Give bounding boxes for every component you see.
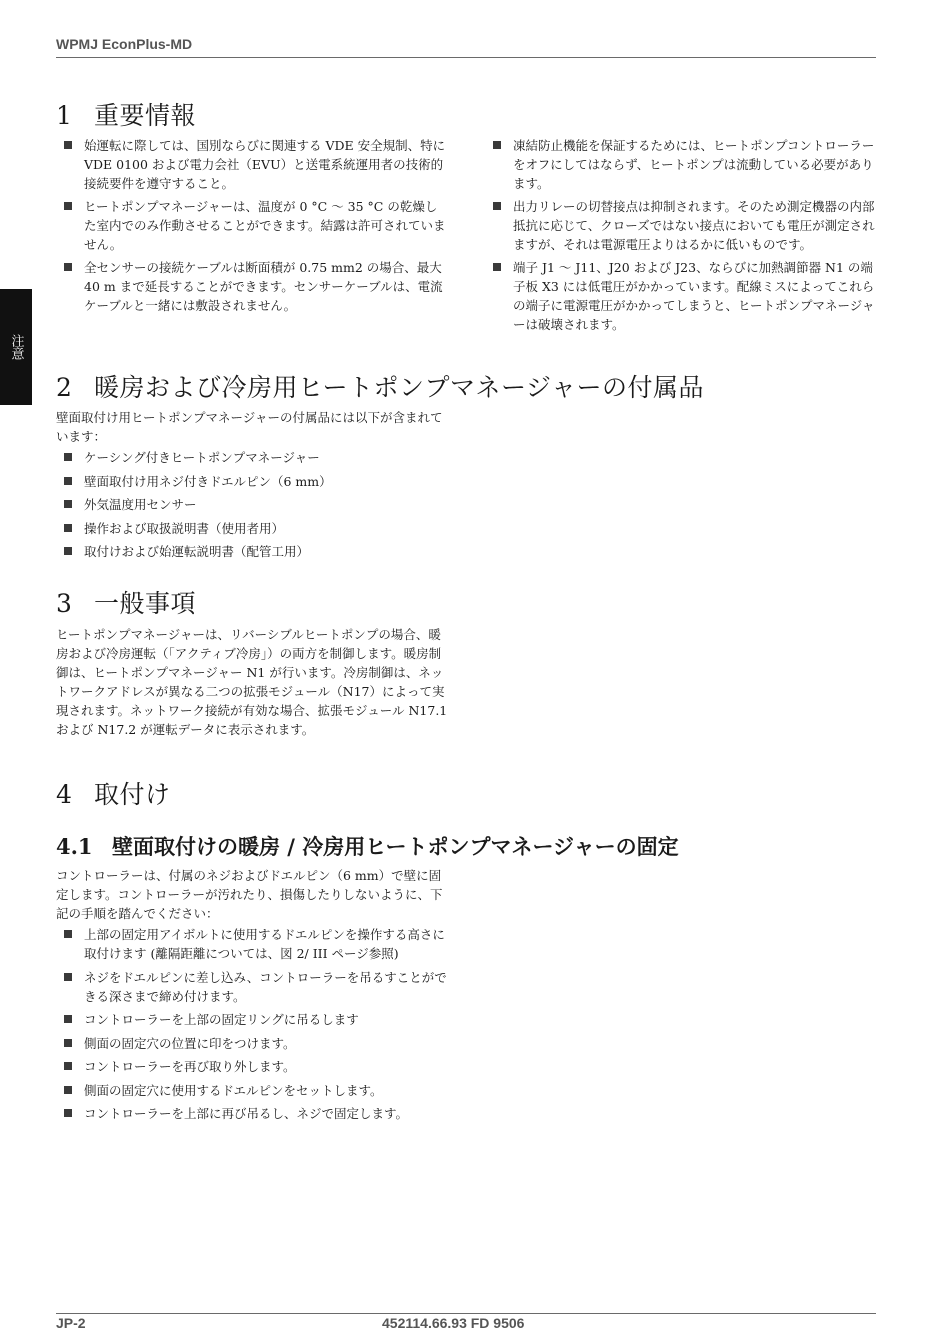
list-item: 始運転に際しては、国別ならびに関連する VDE 安全規制、特に VDE 0100 および電力会社（EVU）と送電系統運用者の技術的接続要件を遵守すること。	[56, 136, 448, 193]
footer-doc-number: 452114.66.93 FD 9506	[382, 1315, 525, 1331]
list-item: 上部の固定用アイボルトに使用するドエルピンを操作する高さに取付けます (離隔距離については、図 2/ III ページ参照)	[56, 925, 448, 963]
list-item: コントローラーを上部に再び吊るし、ネジで固定します。	[56, 1104, 448, 1123]
list-item: ネジをドエルピンに差し込み、コントローラーを吊るすことができる深さまで締め付けます。	[56, 968, 448, 1006]
footer-rule	[56, 1313, 876, 1314]
section-4-heading	[56, 775, 171, 811]
section-3-paragraph: ヒートポンプマネージャーは、リバーシブルヒートポンプの場合、暖房および冷房運転（「アクティブ冷房」）の両方を制御します。暖房制御は、ヒートポンプマネージャー N1 が行います。冷房制御は、ネットワークアドレスが異なる二つの拡張モジュール（N17）によって実現されます。ネットワーク接続が有効な場合、拡張モジュール N17.1 および N17.2 が運転データに表示されます。	[56, 627, 448, 737]
section-number: 1	[56, 101, 73, 130]
list-item: コントローラーを再び取り外します。	[56, 1057, 448, 1076]
list-item: ヒートポンプマネージャーは、温度が 0 °C ～ 35 °C の乾燥した室内でのみ作動させることができます。結露は許可されていません。	[56, 197, 448, 254]
side-tab-caution: 注意	[0, 289, 32, 405]
list-item: 側面の固定穴に使用するドエルピンをセットします。	[56, 1081, 448, 1100]
list-item: 操作および取扱説明書（使用者用）	[56, 519, 448, 538]
section-1-left-column	[56, 136, 448, 319]
section-4-1-heading	[56, 831, 679, 861]
section-3-heading	[56, 584, 196, 620]
list-item: 側面の固定穴の位置に印をつけます。	[56, 1034, 448, 1053]
section-title: 重要情報	[94, 101, 197, 130]
list-item: 外気温度用センサー	[56, 495, 448, 514]
list-item: 端子 J1 ～ J11、J20 および J23、ならびに加熱調節器 N1 の端子板 X3 には低電圧がかかっています。配線ミスによってこれらの端子に電源電圧がかかってしまうと、ヒートポンプマネージャーは破壊されます。	[485, 258, 877, 334]
list-item: 壁面取付け用ネジ付きドエルピン（6 mm）	[56, 472, 448, 491]
header-title: WPMJ EconPlus-MD	[56, 36, 193, 52]
section-number: 4.1	[56, 834, 93, 859]
list-item: 取付けおよび始運転説明書（配管工用）	[56, 542, 448, 561]
section-2-body	[56, 408, 448, 566]
section-title: 暖房および冷房用ヒートポンプマネージャーの付属品	[94, 373, 705, 402]
section-title: 壁面取付けの暖房 / 冷房用ヒートポンプマネージャーの固定	[112, 834, 679, 859]
section-number: 2	[56, 373, 73, 402]
section-title: 取付け	[94, 780, 171, 809]
list-item: コントローラーを上部の固定リングに吊るします	[56, 1010, 448, 1029]
section-2-heading	[56, 368, 704, 404]
footer-page-number: JP-2	[56, 1315, 86, 1331]
section-4-1-body	[56, 866, 448, 1128]
header-rule	[56, 57, 876, 58]
section-1-right-column	[485, 136, 877, 338]
list-item: 全センサーの接続ケーブルは断面積が 0.75 mm2 の場合、最大 40 m まで延長することができます。センサーケーブルは、電流ケーブルと一緒には敷設されません。	[56, 258, 448, 315]
section-4-1-intro: コントローラーは、付属のネジおよびドエルピン（6 mm）で壁に固定します。コントローラーが汚れたり、損傷したりしないように、下記の手順を踏んでください：	[56, 868, 443, 921]
list-item: ケーシング付きヒートポンプマネージャー	[56, 448, 448, 467]
section-2-intro: 壁面取付け用ヒートポンプマネージャーの付属品には以下が含まれています：	[56, 410, 443, 444]
list-item: 凍結防止機能を保証するためには、ヒートポンプコントローラーをオフにしてはならず、ヒートポンプは流動している必要があります。	[485, 136, 877, 193]
section-number: 3	[56, 589, 73, 618]
section-title: 一般事項	[94, 589, 197, 618]
section-number: 4	[56, 780, 73, 809]
section-1-heading	[56, 96, 196, 132]
list-item: 出力リレーの切替接点は抑制されます。そのため測定機器の内部抵抗に応じて、クローズではない接点においても電圧が測定されますが、それは電源電圧よりはるかに低いものです。	[485, 197, 877, 254]
section-3-body	[56, 625, 448, 741]
